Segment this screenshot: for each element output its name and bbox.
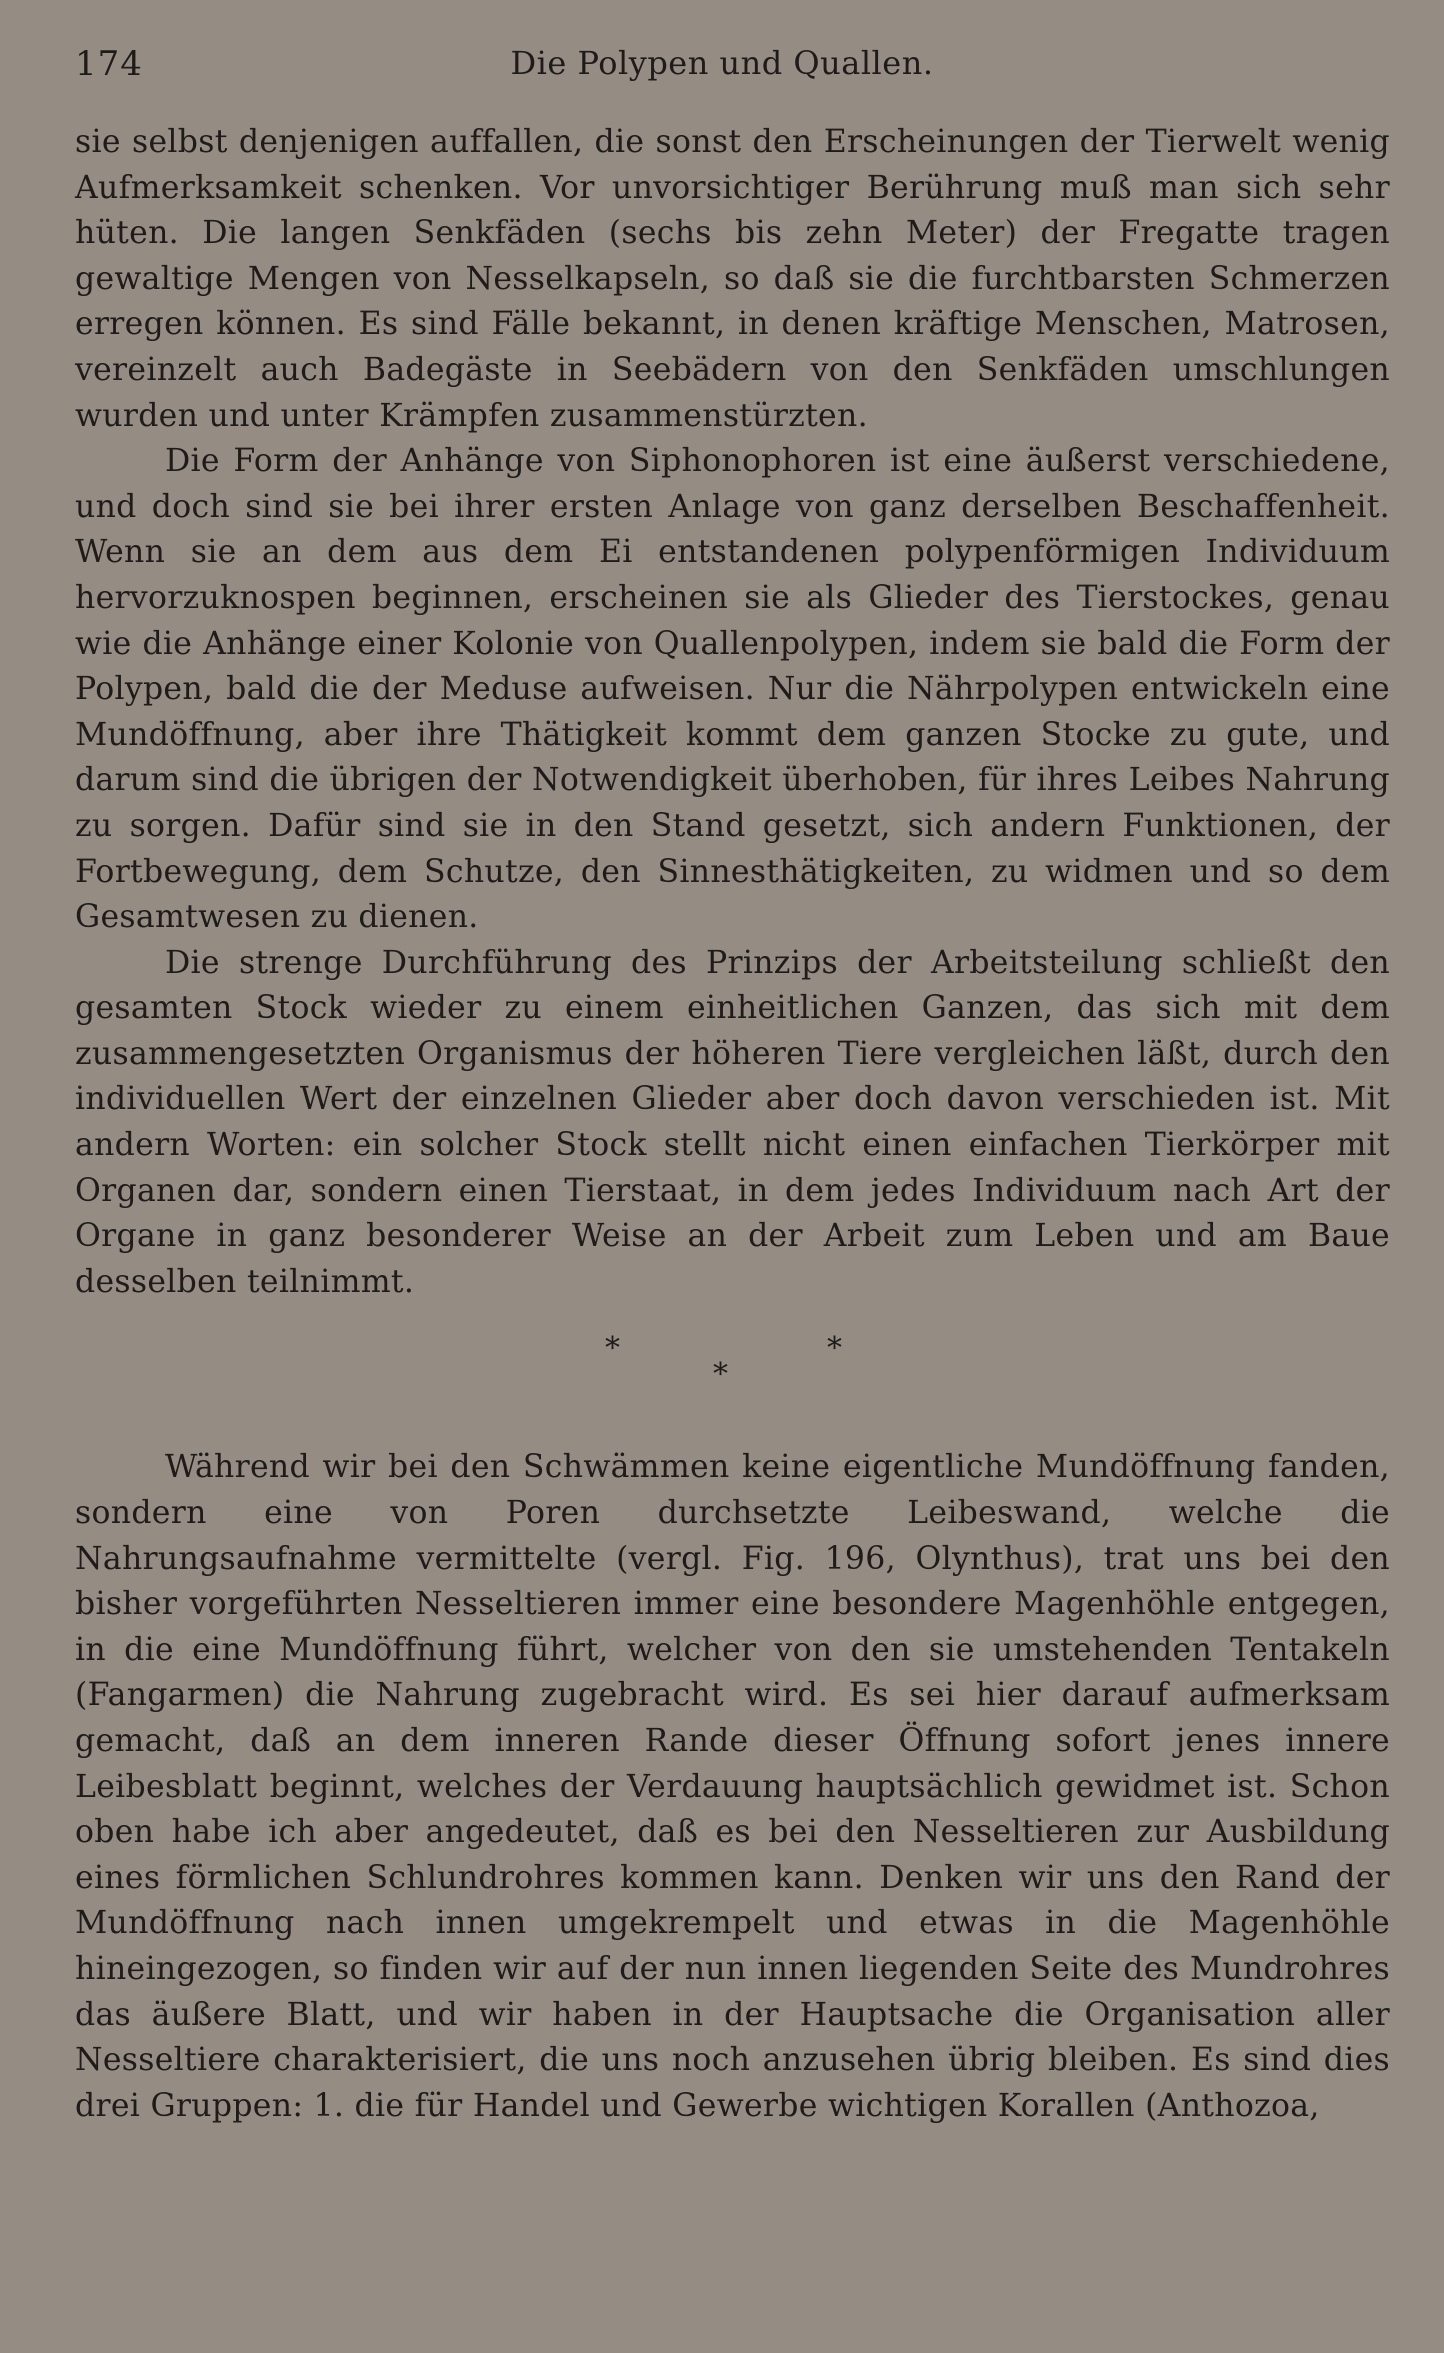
paragraph: Während wir bei den Schwämmen keine eigentliche Mundöffnung fanden, sondern eine von Poren durchsetzte Leibeswand, welche die Nahrungsaufnahme vermittelte (vergl. Fig. 196, Olynthus), trat uns bei den bisher vorgeführten Nesseltieren immer eine besondere Magenhöhle entgegen, in die eine Mundöffnung führt, welcher von den sie umstehenden Tentakeln (Fangarmen) die Nahrung zugebracht wird. Es sei hier darauf aufmerksam gemacht, daß an dem inneren Rande dieser Öffnung sofort jenes innere Leibesblatt beginnt, welches der Verdauung hauptsächlich gewidmet ist. Schon oben habe ich aber angedeutet, daß es bei den Nesseltieren zur Ausbildung eines förmlichen Schlundrohres kommen kann. Denken wir uns den Rand der Mundöffnung nach innen umgekrempelt und etwas in die Magenhöhle hineingezogen, so finden wir auf der nun innen liegenden Seite des Mundrohres das äußere Blatt, und wir haben in der Hauptsache die Organisation aller Nesseltiere charakterisiert, die uns noch anzusehen übrig bleiben. Es sind dies drei Gruppen: 1. die für Handel und Gewerbe wichtigen Korallen (Anthozoa, [75,1449,1390,2124]
asterisk-icon: * [827,1331,842,1367]
asterisk-icon: * [713,1357,728,1393]
page-header [75,44,1369,104]
paragraph: Die strenge Durchführung des Prinzips der Arbeitsteilung schließt den gesamten Stock wieder zu einem einheitlichen Ganzen, das sich mit dem zusammengesetzten Organismus der höheren Tiere vergleichen läßt, durch den individuellen Wert der einzelnen Glieder aber doch davon verschieden ist. Mit andern Worten: ein solcher Stock stellt nicht einen einfachen Tierkörper mit Organen dar, sondern einen Tierstaat, in dem jedes Individuum nach Art der Organe in ganz besonderer Weise an der Arbeit zum Leben und am Baue desselben teilnimmt. [75,944,1390,1300]
body-text [75,120,1390,2129]
paragraph: sie selbst denjenigen auffallen, die sonst den Erscheinungen der Tierwelt wenig Aufmerksamkeit schenken. Vor unvorsichtiger Berührung muß man sich sehr hüten. Die langen Senkfäden (sechs bis zehn Meter) der Fregatte tragen gewaltige Mengen von Nesselkapseln, so daß sie die furchtbarsten Schmerzen erregen können. Es sind Fälle bekannt, in denen kräftige Menschen, Matrosen, vereinzelt auch Badegäste in Seebädern von den Senkfäden umschlungen wurden und unter Krämpfen zusammenstürzten. [75,124,1390,434]
section-divider [75,1305,1390,1445]
paragraph: Die Form der Anhänge von Siphonophoren ist eine äußerst verschiedene, und doch sind sie bei ihrer ersten Anlage von ganz derselben Beschaffenheit. Wenn sie an dem aus dem Ei entstandenen polypenförmigen Individuum hervorzuknospen beginnen, erscheinen sie als Glieder des Tierstockes, genau wie die Anhänge einer Kolonie von Quallenpolypen, indem sie bald die Form der Polypen, bald die der Meduse aufweisen. Nur die Nährpolypen entwickeln eine Mundöffnung, aber ihre Thätigkeit kommt dem ganzen Stocke zu gute, und darum sind die übrigen der Notwendigkeit überhoben, für ihres Leibes Nahrung zu sorgen. Dafür sind sie in den Stand gesetzt, sich andern Funktionen, der Fortbewegung, dem Schutze, den Sinnesthätigkeiten, zu widmen und so dem Gesamtwesen zu dienen. [75,443,1390,936]
page-number: 174 [75,44,143,84]
asterisk-icon: * [605,1331,620,1367]
running-title: Die Polypen und Quallen. [510,44,934,82]
